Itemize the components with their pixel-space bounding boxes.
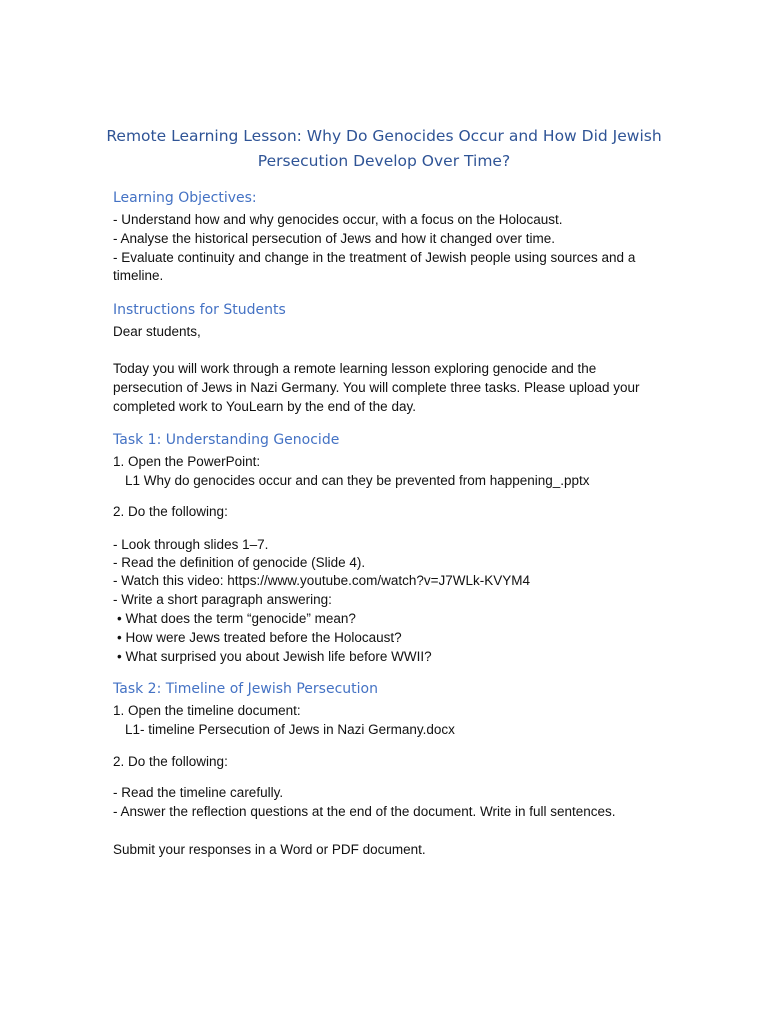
task1-heading: Task 1: Understanding Genocide: [113, 432, 340, 448]
greeting: Dear students,: [113, 324, 201, 339]
task2-step-2: 2. Do the following:: [113, 754, 228, 769]
task1-question: • What surprised you about Jewish life before WWII?: [117, 649, 432, 664]
task2-list-item: - Answer the reflection questions at the end of the document. Write in full sentences.: [113, 804, 616, 819]
document-title-line-1: Remote Learning Lesson: Why Do Genocides Occur and How Did Jewish: [106, 127, 662, 145]
task2-list-item: - Read the timeline carefully.: [113, 785, 284, 800]
task1-list-item: - Read the definition of genocide (Slide 4).: [113, 555, 366, 570]
instructions-body-line: Today you will work through a remote learning lesson exploring genocide and the: [113, 361, 597, 376]
document-title: [100, 124, 668, 174]
objective-item: - Analyse the historical persecution of Jews and how it changed over time.: [113, 231, 555, 246]
submit-note: Submit your responses in a Word or PDF document.: [113, 842, 426, 857]
task1-file-name: L1 Why do genocides occur and can they be prevented from happening_.pptx: [125, 473, 590, 488]
task1-list-item: - Write a short paragraph answering:: [113, 592, 332, 607]
task2-heading: Task 2: Timeline of Jewish Persecution: [113, 681, 378, 697]
document-title-line-2: Persecution Develop Over Time?: [257, 152, 511, 170]
task1-question: • How were Jews treated before the Holocaust?: [117, 630, 402, 645]
instructions-body-line: completed work to YouLearn by the end of the day.: [113, 399, 416, 414]
objectives-heading: Learning Objectives:: [113, 190, 257, 206]
objective-item-continuation: timeline.: [113, 268, 164, 283]
instructions-body-line: persecution of Jews in Nazi Germany. You will complete three tasks. Please upload your: [113, 380, 640, 395]
task1-video-link[interactable]: - Watch this video: https://www.youtube.com/watch?v=J7WLk-KVYM4: [113, 573, 531, 588]
instructions-heading: Instructions for Students: [113, 302, 286, 318]
objective-item: - Understand how and why genocides occur, with a focus on the Holocaust.: [113, 212, 563, 227]
task2-file-name: L1- timeline Persecution of Jews in Nazi Germany.docx: [125, 722, 455, 737]
task1-list-item: - Look through slides 1–7.: [113, 537, 269, 552]
task1-question: • What does the term “genocide” mean?: [117, 611, 356, 626]
task2-step-1: 1. Open the timeline document:: [113, 703, 301, 718]
objective-item: - Evaluate continuity and change in the treatment of Jewish people using sources and a: [113, 250, 636, 265]
task1-step-1: 1. Open the PowerPoint:: [113, 454, 261, 469]
task1-step-2: 2. Do the following:: [113, 504, 228, 519]
